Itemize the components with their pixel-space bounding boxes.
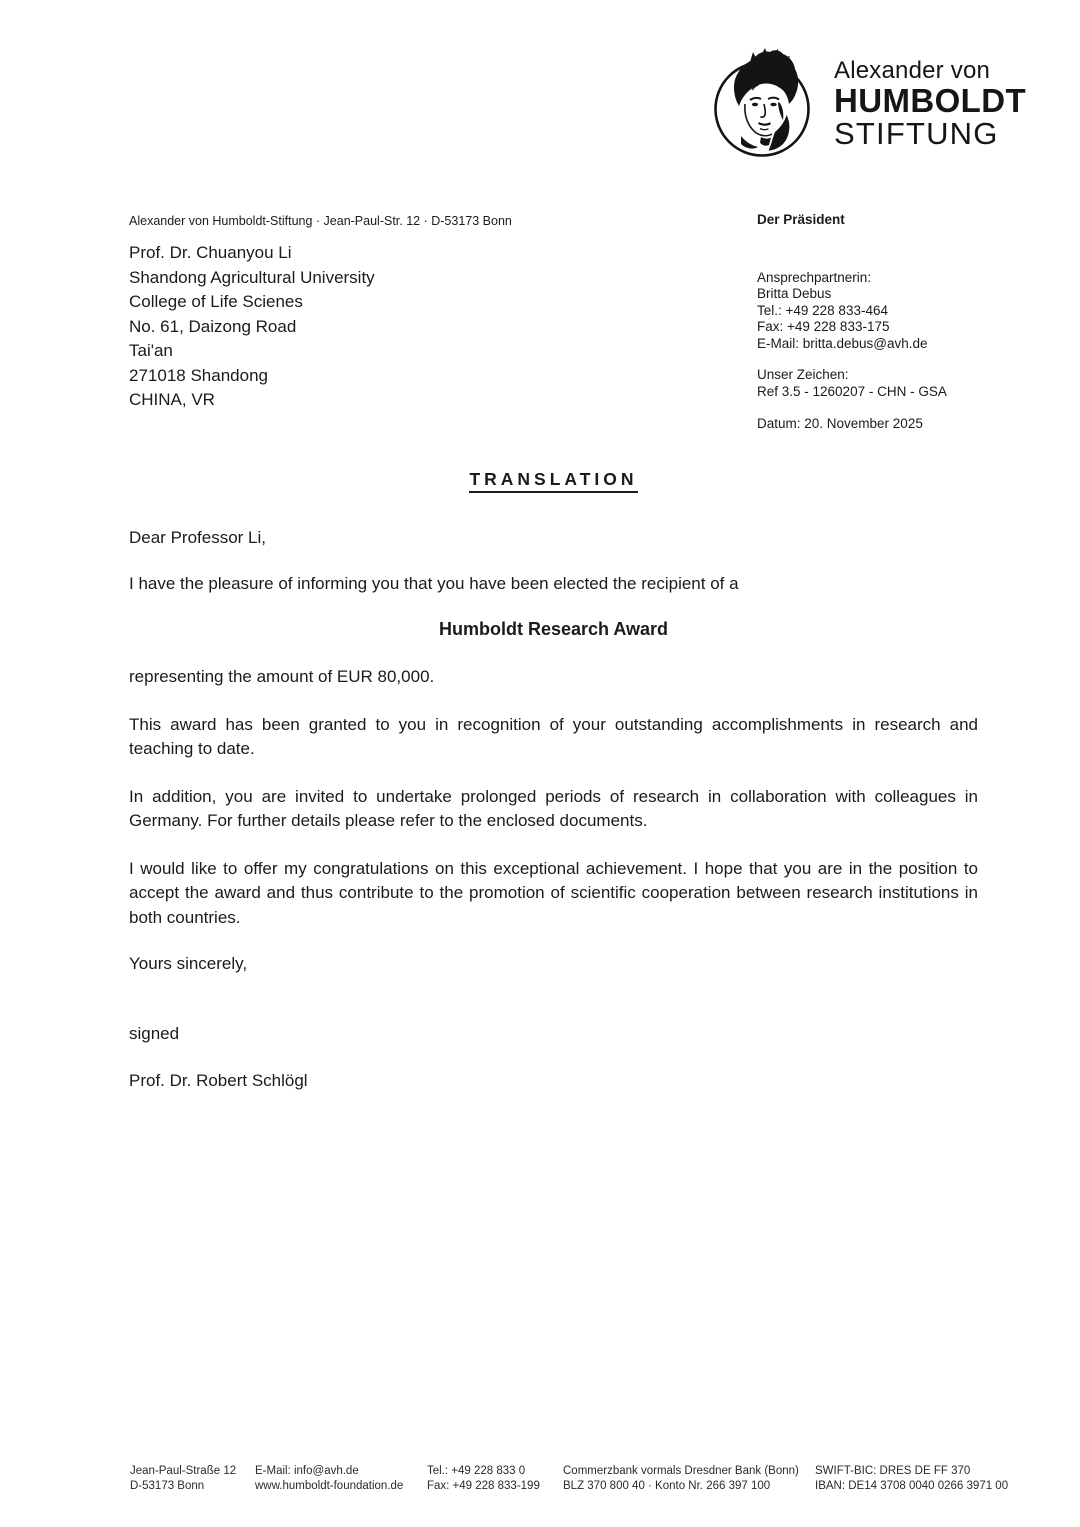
- paragraph-amount: representing the amount of EUR 80,000.: [129, 667, 435, 686]
- footer-bank-account: BLZ 370 800 40 · Konto Nr. 266 397 100: [563, 1480, 771, 1492]
- humboldt-portrait-icon: [712, 46, 812, 161]
- paragraph-recognition: This award has been granted to you in recognition of your outstanding accomplishments in research and teaching to date.: [129, 714, 978, 758]
- footer-email: E-Mail: info@avh.de: [255, 1465, 359, 1477]
- footer-street: Jean-Paul-Straße 12: [130, 1465, 237, 1477]
- closing: Yours sincerely,: [129, 954, 248, 973]
- logo-line-alexander-von: Alexander von: [834, 57, 991, 84]
- contact-tel: Tel.: +49 228 833-464: [757, 302, 888, 318]
- logo-line-stiftung: STIFTUNG: [834, 116, 999, 151]
- footer-contact-web: [255, 1464, 427, 1494]
- salutation: Dear Professor Li,: [129, 528, 266, 547]
- footer-address: [130, 1464, 255, 1494]
- paragraph-congratulations: I would like to offer my congratulations on this exceptional achievement. I hope that you are in the position to accept the award and thus contribute to the promotion of scientific cooperation between research institutions in both countries.: [129, 858, 978, 927]
- sender-line: Alexander von Humboldt-Stiftung · Jean-Paul-Str. 12 · D-53173 Bonn: [129, 214, 512, 228]
- footer-bank-codes: [815, 1464, 1040, 1494]
- footer-city: D-53173 Bonn: [130, 1480, 205, 1492]
- signed-note: signed: [129, 1023, 180, 1043]
- reference-block: [757, 367, 1037, 400]
- paragraph-invitation: In addition, you are invited to undertake prolonged periods of research in collaboration with colleagues in Germany. For further details please refer to the enclosed documents.: [129, 786, 978, 830]
- footer-swift: SWIFT-BIC: DRES DE FF 370: [815, 1465, 971, 1477]
- footer-website: www.humboldt-foundation.de: [255, 1480, 404, 1492]
- reference-value: Ref 3.5 - 1260207 - CHN - GSA: [757, 383, 947, 399]
- recipient-university: Shandong Agricultural University: [129, 267, 375, 287]
- contact-block: [757, 270, 1037, 353]
- recipient-city: Tai'an: [129, 341, 173, 360]
- contact-email: E-Mail: britta.debus@avh.de: [757, 335, 928, 351]
- recipient-country: CHINA, VR: [129, 390, 215, 409]
- contact-name: Britta Debus: [757, 286, 832, 301]
- reference-label: Unser Zeichen:: [757, 367, 849, 382]
- signature-name: Prof. Dr. Robert Schlögl: [129, 1071, 308, 1090]
- footer-tel: Tel.: +49 228 833 0: [427, 1465, 526, 1477]
- info-column: [757, 212, 1037, 433]
- footer-bank: [563, 1464, 815, 1494]
- recipient-name: Prof. Dr. Chuanyou Li: [129, 243, 292, 262]
- footer-phone: [427, 1464, 563, 1494]
- recipient-college: College of Life Scienes: [129, 292, 303, 311]
- letter-body: [129, 468, 978, 1094]
- paragraph-intro: I have the pleasure of informing you that you have been elected the recipient of a: [129, 573, 739, 593]
- award-title: Humboldt Research Award: [438, 619, 669, 639]
- date-line: Datum: 20. November 2025: [757, 416, 923, 431]
- president-title: Der Präsident: [757, 212, 845, 227]
- contact-fax: Fax: +49 228 833-175: [757, 319, 890, 334]
- footer-iban: IBAN: DE14 3708 0040 0266 3971 00: [815, 1480, 1009, 1492]
- translation-heading-wrap: [129, 468, 978, 493]
- footer-fax: Fax: +49 228 833-199: [427, 1480, 540, 1492]
- logo-line-humboldt: HUMBOLDT: [834, 82, 1026, 119]
- recipient-street: No. 61, Daizong Road: [129, 316, 297, 336]
- translation-heading: TRANSLATION: [469, 469, 637, 493]
- letterhead-logo: [712, 46, 1026, 161]
- logo-wordmark: [834, 57, 1026, 150]
- contact-label: Ansprechpartnerin:: [757, 269, 872, 285]
- footer-bank-name: Commerzbank vormals Dresdner Bank (Bonn): [563, 1465, 799, 1477]
- recipient-address: [129, 241, 375, 413]
- page-footer: [130, 1464, 1040, 1494]
- recipient-postal: 271018 Shandong: [129, 365, 268, 385]
